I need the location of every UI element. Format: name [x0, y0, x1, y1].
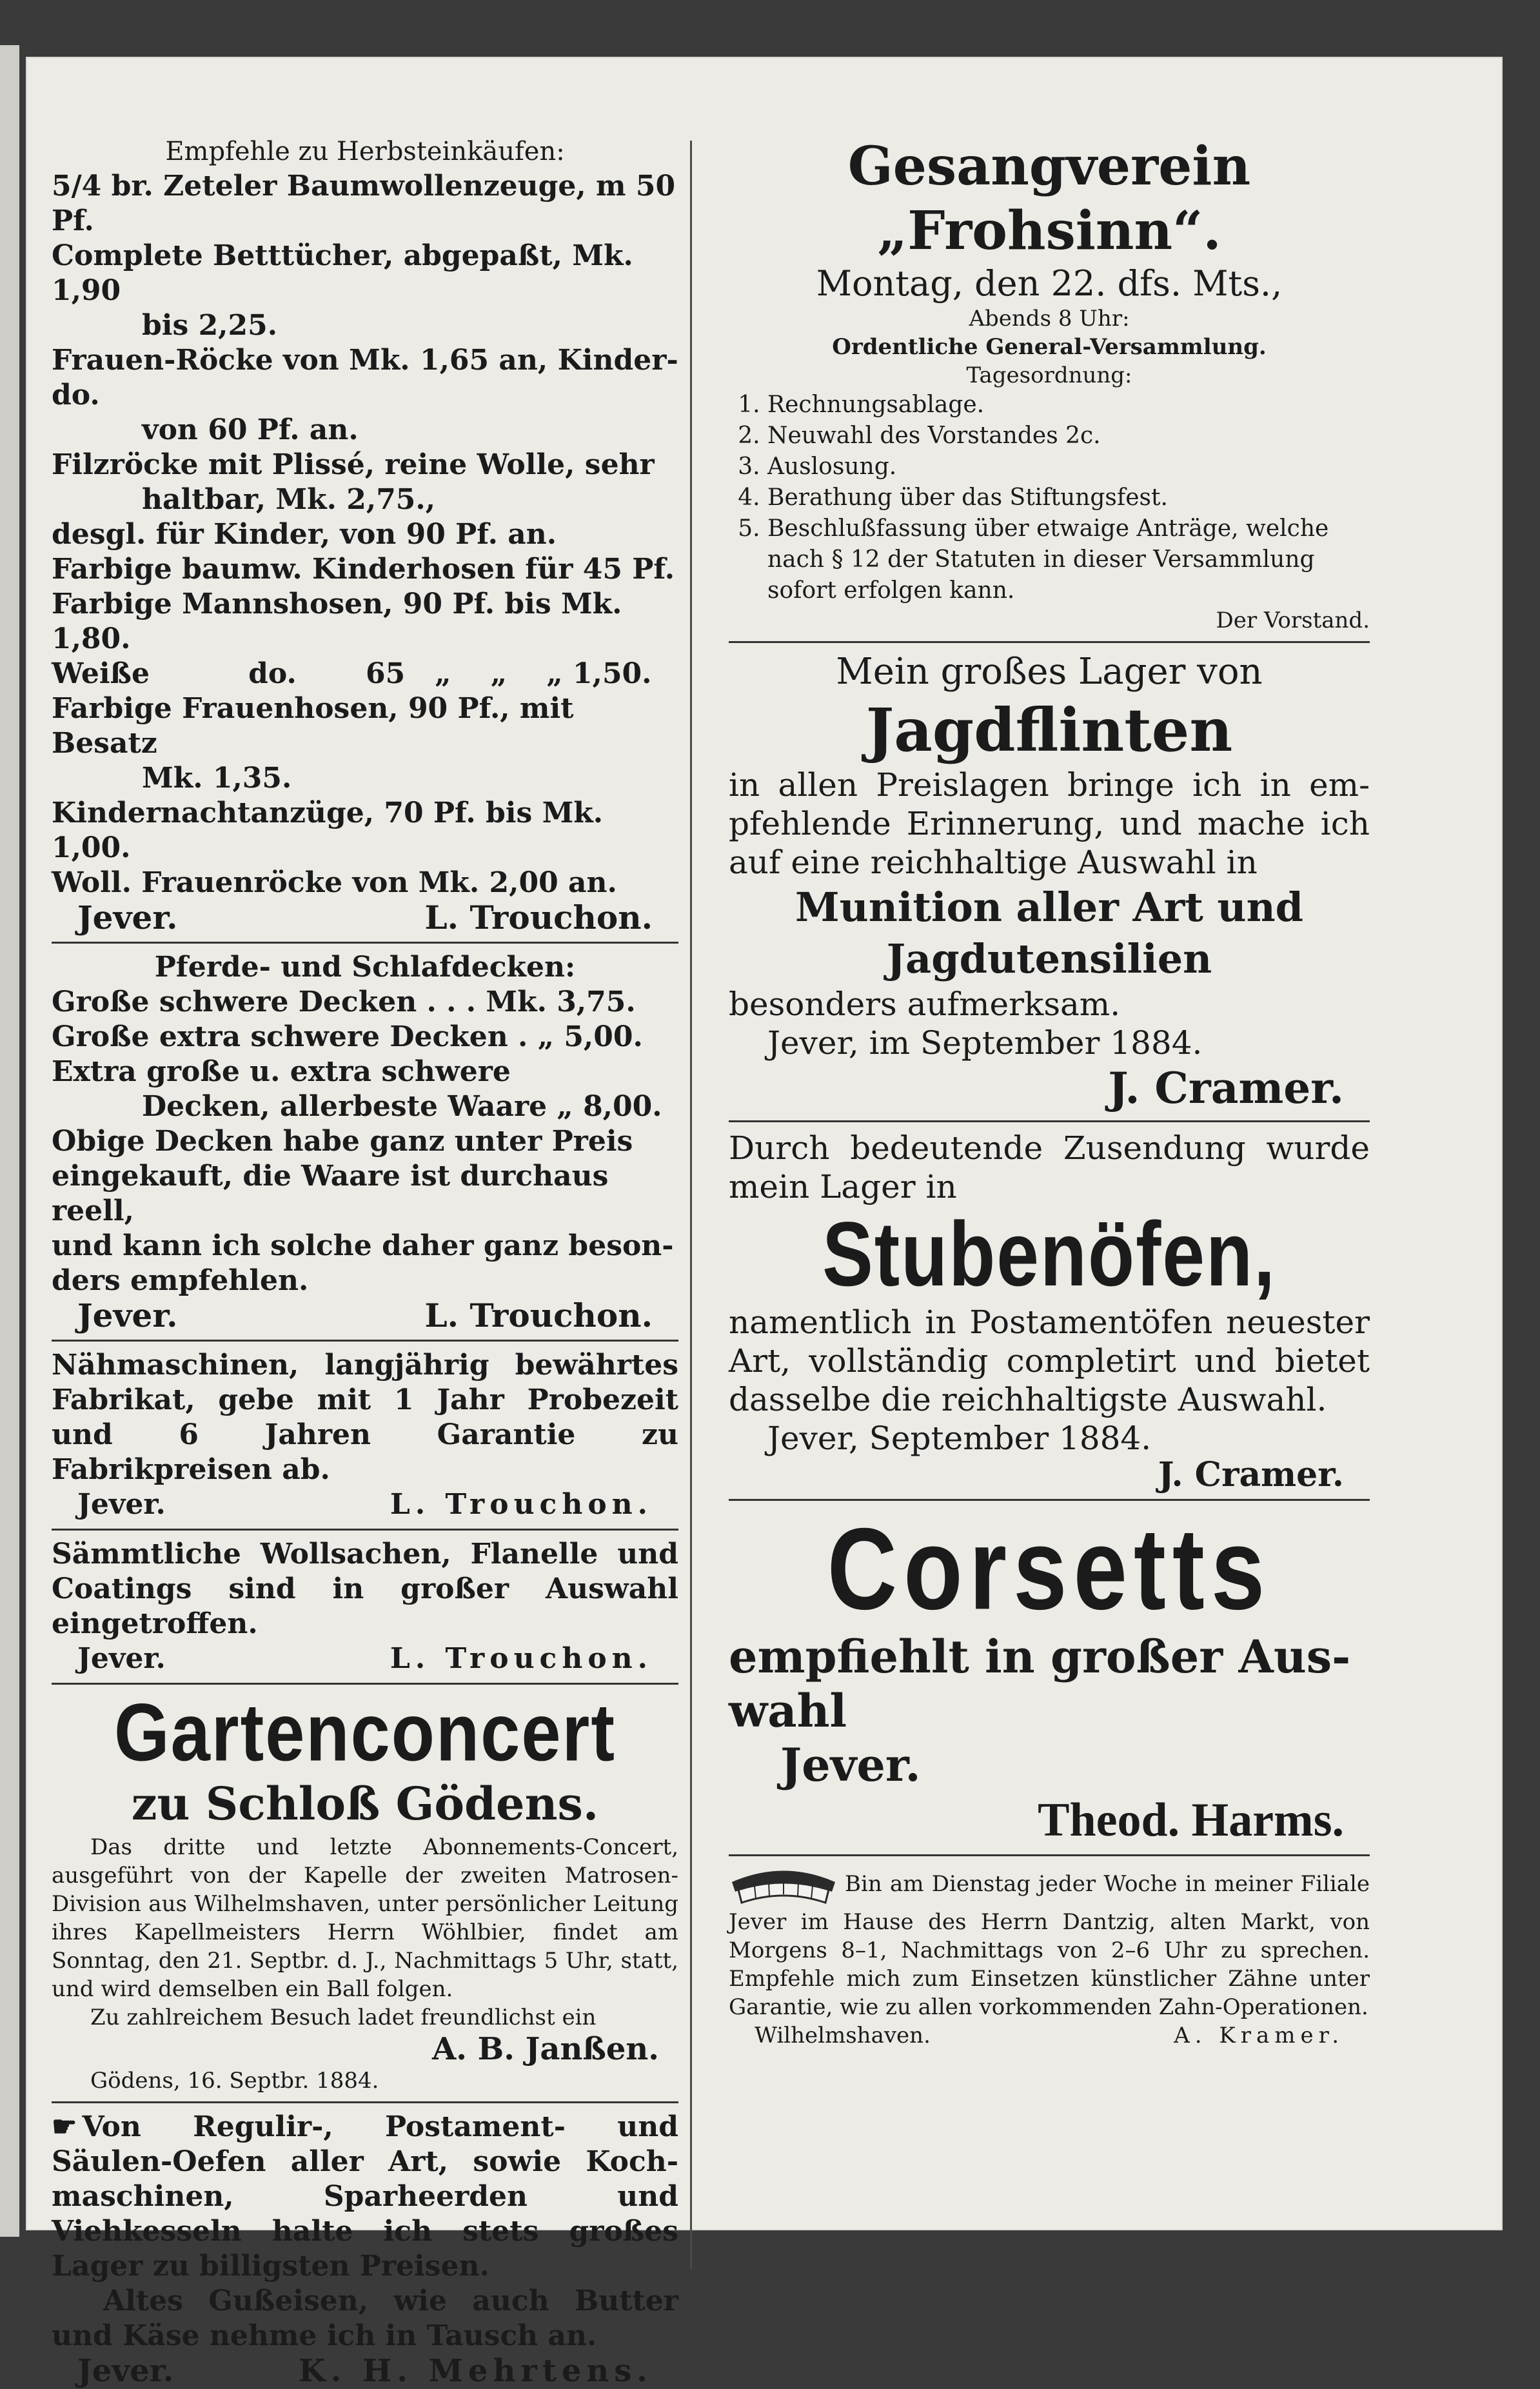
ad-title: Jagdflinten: [865, 695, 1233, 765]
ad-signer: L. Trouchon.: [390, 1488, 653, 1521]
ad-place: Jever.: [77, 2353, 174, 2389]
ad-signer: Theod. Harms.: [1038, 1794, 1344, 1847]
ad-dateline: Jever, im September 1884.: [767, 1024, 1203, 1062]
ad-text-body: Bin am Dienstag jeder Woche in meiner Filiale Jever im Hause des Herrn Dantzig, alten Markt, von Morgens 8–1, Nachmittags von 2–6 Uhr zu sprechen. Empfehle mich zum Einsetzen künstlicher Zähne unter Garantie, wie zu allen vorkommenden Zahn-Operationen.: [729, 1871, 1370, 2020]
ad-time: Abends 8 Uhr:: [969, 306, 1130, 332]
agenda-item: 5. Beschlußfassung über etwaige Anträge, welche nach § 12 der Statuten in dieser Versammlung sofort erfolgen kann.: [767, 513, 1370, 606]
ad-line: haltbar, Mk. 2,75.,: [142, 483, 436, 516]
ad-gesangverein: [729, 134, 1370, 635]
ad-line: Farbige Frauenhosen, 90 Pf., mit Besatz: [52, 692, 574, 760]
ad-signature: [52, 900, 678, 935]
ad-subtitle: zu Schloß Gödens.: [131, 1777, 599, 1830]
ad-cramer-guns: [729, 649, 1370, 1114]
dentures-icon: [729, 1863, 838, 1908]
agenda-list: [729, 390, 1370, 606]
ad-text: [729, 1863, 1370, 2021]
agenda-item: 3. Auslosung.: [767, 451, 1370, 482]
ad-title2: Munition aller Art und: [795, 884, 1304, 931]
column-divider: [690, 141, 692, 2269]
ad-text2: namentlich in Postamentöfen neuester Art, vollständig completirt und bietet dasselbe die reichhaltigste Auswahl.: [729, 1304, 1370, 1418]
ad-line: bis 2,25.: [142, 309, 278, 342]
ad-line: Weiße do. 65 „ „ „ 1,50.: [52, 657, 652, 690]
pointing-hand-icon: ☛: [52, 2110, 77, 2143]
ad-place: Jever.: [77, 1488, 166, 1521]
right-column: [729, 134, 1370, 2050]
ad-mehrtens: [52, 2110, 678, 2388]
ad-text-body: Von Regulir-, Postament- und Säulen-Oefen aller Art, sowie Koch-maschinen, Sparheerden und Viehkesseln halte ich stets großes Lager zu billigsten Preisen.: [52, 2110, 678, 2283]
ad-text: Nähmaschinen, langjährig bewährtes Fabrikat, gebe mit 1 Jahr Probezeit und 6 Jahren Garantie zu Fabrikpreisen ab.: [52, 1349, 678, 1486]
separator: [729, 1854, 1370, 1856]
ad-place: Jever.: [77, 1296, 178, 1334]
ad-signer: A. B. Janßen.: [432, 2031, 659, 2067]
left-column: [52, 134, 678, 2388]
ad-signature: [52, 1641, 678, 1676]
ad-place: Jever.: [77, 898, 178, 937]
agenda-item: 1. Rechnungsablage.: [767, 390, 1370, 421]
ad-text: Sämmtliche Wollsachen, Flanelle und Coatings sind in großer Auswahl eingetroffen.: [52, 1538, 678, 1640]
ad-text2: besonders aufmerksam.: [729, 986, 1121, 1023]
ad-line: desgl. für Kinder, von 90 Pf. an.: [52, 518, 557, 551]
ad-line: Mk. 1,35.: [142, 762, 292, 795]
ad-text: Durch bedeutende Zusendung wurde mein Lager in: [729, 1129, 1370, 1205]
ad-line: Extra große u. extra schwere: [52, 1055, 511, 1088]
ad-signer: Der Vorstand.: [1216, 608, 1370, 633]
ad-harms-corsetts: [729, 1503, 1370, 1848]
newspaper-page: [26, 57, 1503, 2389]
ad-trouchon-autumn: [52, 134, 678, 935]
ad-text: [52, 2110, 678, 2284]
ad-title3: Jagdutensilien: [886, 935, 1212, 982]
ad-signer: L. Trouchon.: [390, 1642, 653, 1675]
ad-line: Complete Betttücher, abgepaßt, Mk. 1,90: [52, 239, 633, 307]
ad-title: Gesangverein „Frohsinn“.: [847, 135, 1251, 262]
ad-text: empfiehlt in großer Aus-wahl: [729, 1630, 1351, 1738]
ad-text2: Altes Gußeisen, wie auch Butter und Käse nehme ich in Tausch an.: [52, 2285, 678, 2352]
ad-title: Stubenöfen,: [822, 1203, 1276, 1306]
ad-line: Frauen-Röcke von Mk. 1,65 an, Kinder-do.: [52, 344, 678, 411]
ad-place: Jever.: [77, 1642, 166, 1675]
separator: [729, 641, 1370, 643]
ad-meeting: Ordentliche General-Versammlung.: [832, 334, 1267, 360]
ad-text: Das dritte und letzte Abonnements-Concert, ausgeführt von der Kapelle der zweiten Matrosen-Division aus Wilhelmshaven, unter persönlicher Leitung ihres Kapellmeisters Herrn Wöhlbier, findet am Sonntag, den 21. Septbr. d. J., Nachmittags 5 Uhr, statt, und wird demselben ein Ball folgen.: [52, 1834, 678, 2002]
ad-line: Filzröcke mit Plissé, reine Wolle, sehr: [52, 448, 655, 481]
ad-date: Montag, den 22. dfs. Mts.,: [816, 263, 1283, 304]
separator: [52, 1340, 678, 1342]
ad-cramer-stoves: [729, 1129, 1370, 1492]
ad-trouchon-sewing: [52, 1348, 678, 1522]
ad-place: Wilhelmshaven.: [755, 2023, 931, 2048]
ad-signer: L. Trouchon.: [424, 898, 653, 937]
ad-title: Corsetts: [827, 1503, 1272, 1634]
ad-signature: [729, 2021, 1370, 2050]
agenda-heading: Tagesordnung:: [966, 362, 1132, 388]
ad-line: Woll. Frauenröcke von Mk. 2,00 an.: [52, 866, 617, 899]
ad-signer: J. Cramer.: [1158, 1455, 1344, 1494]
ad-signer: L. Trouchon.: [424, 1296, 653, 1334]
separator: [729, 1120, 1370, 1122]
ad-signer: A. Kramer.: [1174, 2023, 1344, 2048]
ad-line: ders empfehlen.: [52, 1264, 309, 1297]
adjacent-page-edge: [0, 45, 19, 2237]
separator: [52, 1529, 678, 1531]
ad-invite: Zu zahlreichem Besuch ladet freundlichst ein: [90, 2005, 597, 2030]
ad-dateline: Gödens, 16. Septbr. 1884.: [90, 2068, 379, 2094]
ad-signer: K. H. Mehrtens.: [298, 2353, 653, 2389]
ad-trouchon-wool: [52, 1537, 678, 1676]
ad-line: Große extra schwere Decken . „ 5,00.: [52, 1020, 643, 1053]
ad-line: 5/4 br. Zeteler Baumwollenzeuge, m 50 Pf.: [52, 170, 676, 237]
ad-signer: J. Cramer.: [1108, 1063, 1344, 1113]
ad-line: eingekauft, die Waare ist durchaus reell,: [52, 1160, 609, 1227]
ad-line1: Mein großes Lager von: [836, 651, 1263, 693]
ad-line: von 60 Pf. an.: [142, 413, 359, 446]
ad-line: Kindernachtanzüge, 70 Pf. bis Mk. 1,00.: [52, 797, 604, 864]
ad-heading: Pferde- und Schlafdecken:: [154, 951, 576, 984]
agenda-item: 2. Neuwahl des Vorstandes 2c.: [767, 421, 1370, 451]
agenda-item: 4. Berathung über das Stiftungsfest.: [767, 482, 1370, 513]
ad-heading: Empfehle zu Herbsteinkäufen:: [165, 137, 565, 166]
ad-place: Jever.: [780, 1738, 921, 1792]
ad-line: Decken, allerbeste Waare „ 8,00.: [142, 1090, 662, 1123]
ad-signature: [52, 1298, 678, 1333]
ad-line: Farbige baumw. Kinderhosen für 45 Pf.: [52, 553, 675, 586]
ad-signature: [52, 2354, 678, 2388]
ad-title: Gartenconcert: [114, 1687, 616, 1779]
ad-gartenconcert: [52, 1687, 678, 2095]
ad-kramer-dentist: [729, 1863, 1370, 2050]
ad-line: Obige Decken habe ganz unter Preis: [52, 1125, 633, 1158]
separator: [52, 942, 678, 944]
ad-signature: [52, 1487, 678, 1522]
ad-text: in allen Preislagen bringe ich in em-pfehlende Erinnerung, und mache ich auf eine reichhaltige Auswahl in: [729, 766, 1370, 881]
ad-line: Farbige Mannshosen, 90 Pf. bis Mk. 1,80.: [52, 588, 622, 655]
ad-trouchon-blankets: [52, 950, 678, 1333]
separator: [52, 2101, 678, 2103]
ad-dateline: Jever, September 1884.: [767, 1420, 1152, 1457]
ad-line: und kann ich solche daher ganz beson-: [52, 1229, 674, 1262]
ad-line: Große schwere Decken . . . Mk. 3,75.: [52, 986, 636, 1018]
